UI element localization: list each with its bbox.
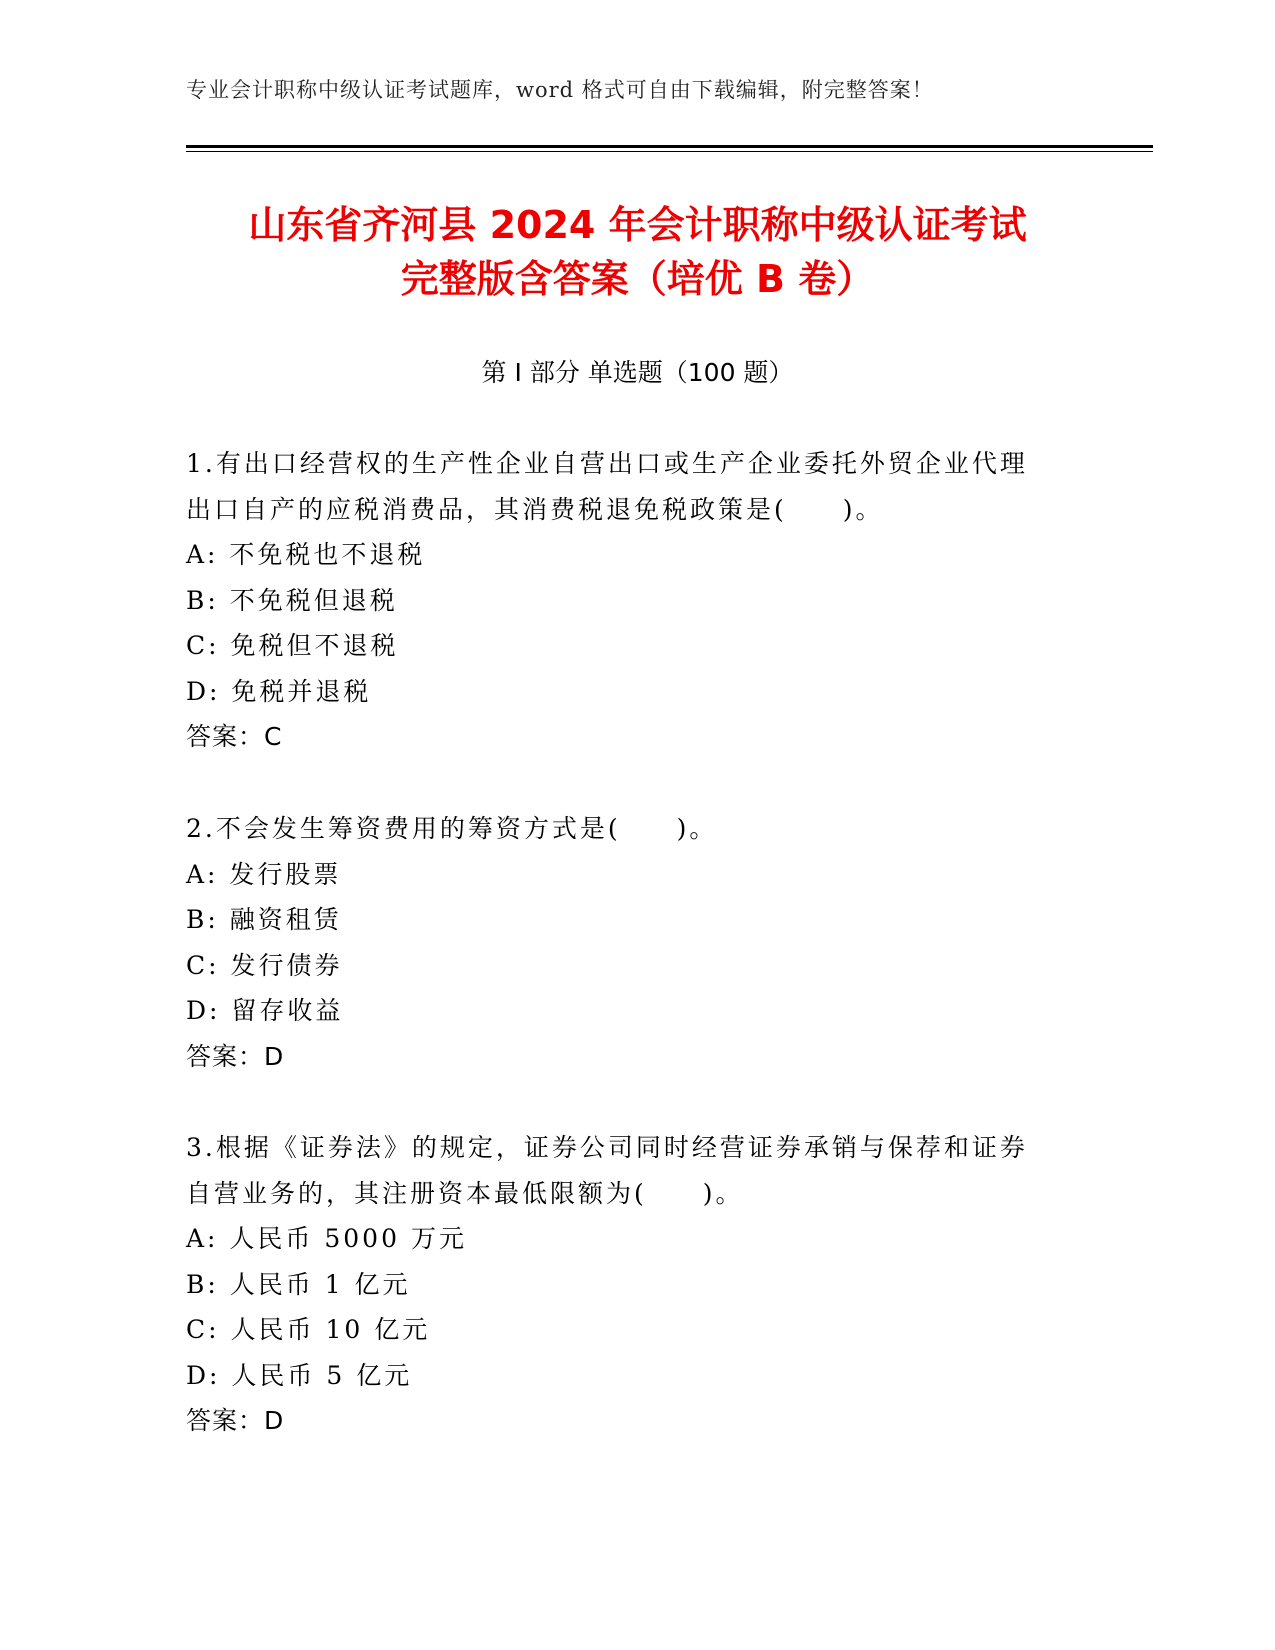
- option-a: A: 人民币 5000 万元: [186, 1224, 467, 1253]
- option-b: B: 人民币 1 亿元: [186, 1269, 411, 1299]
- question-1: [186, 441, 1086, 760]
- option-d: D: 留存收益: [186, 996, 344, 1025]
- answer: 答案：D: [186, 1406, 285, 1435]
- document-title: [150, 198, 1125, 306]
- header-divider-thin: [186, 151, 1153, 152]
- question-stem-line: 出口自产的应税消费品，其消费税退免税政策是( )。: [186, 494, 884, 524]
- title-line-1: 山东省齐河县 2024 年会计职称中级认证考试: [248, 203, 1027, 247]
- option-d: D: 人民币 5 亿元: [186, 1360, 413, 1390]
- title-line-2: 完整版含答案（培优 B 卷）: [400, 257, 875, 301]
- option-a: A: 不免税也不退税: [186, 540, 426, 569]
- option-c: C: 免税但不退税: [186, 631, 399, 660]
- option-c: C: 发行债券: [186, 950, 343, 980]
- answer: 答案：C: [186, 722, 283, 751]
- header-divider-thick: [186, 145, 1153, 148]
- option-b: B: 不免税但退税: [186, 585, 398, 615]
- answer: 答案：D: [186, 1041, 285, 1071]
- option-a: A: 发行股票: [186, 859, 342, 889]
- question-2: [186, 806, 1086, 1079]
- header-note: 专业会计职称中级认证考试题库，word 格式可自由下载编辑，附完整答案！: [186, 78, 934, 102]
- question-stem-line: 自营业务的，其注册资本最低限额为( )。: [186, 1178, 744, 1208]
- question-3: [186, 1125, 1086, 1444]
- option-d: D: 免税并退税: [186, 676, 372, 706]
- question-stem-line: 1.有出口经营权的生产性企业自营出口或生产企业委托外贸企业代理: [186, 449, 1028, 478]
- question-stem-line: 3.根据《证券法》的规定，证券公司同时经营证券承销与保荐和证券: [186, 1133, 1028, 1162]
- section-heading: 第 I 部分 单选题（100 题）: [481, 358, 794, 387]
- question-stem-line: 2.不会发生筹资费用的筹资方式是( )。: [186, 814, 718, 843]
- option-b: B: 融资租赁: [186, 905, 342, 934]
- option-c: C: 人民币 10 亿元: [186, 1315, 431, 1344]
